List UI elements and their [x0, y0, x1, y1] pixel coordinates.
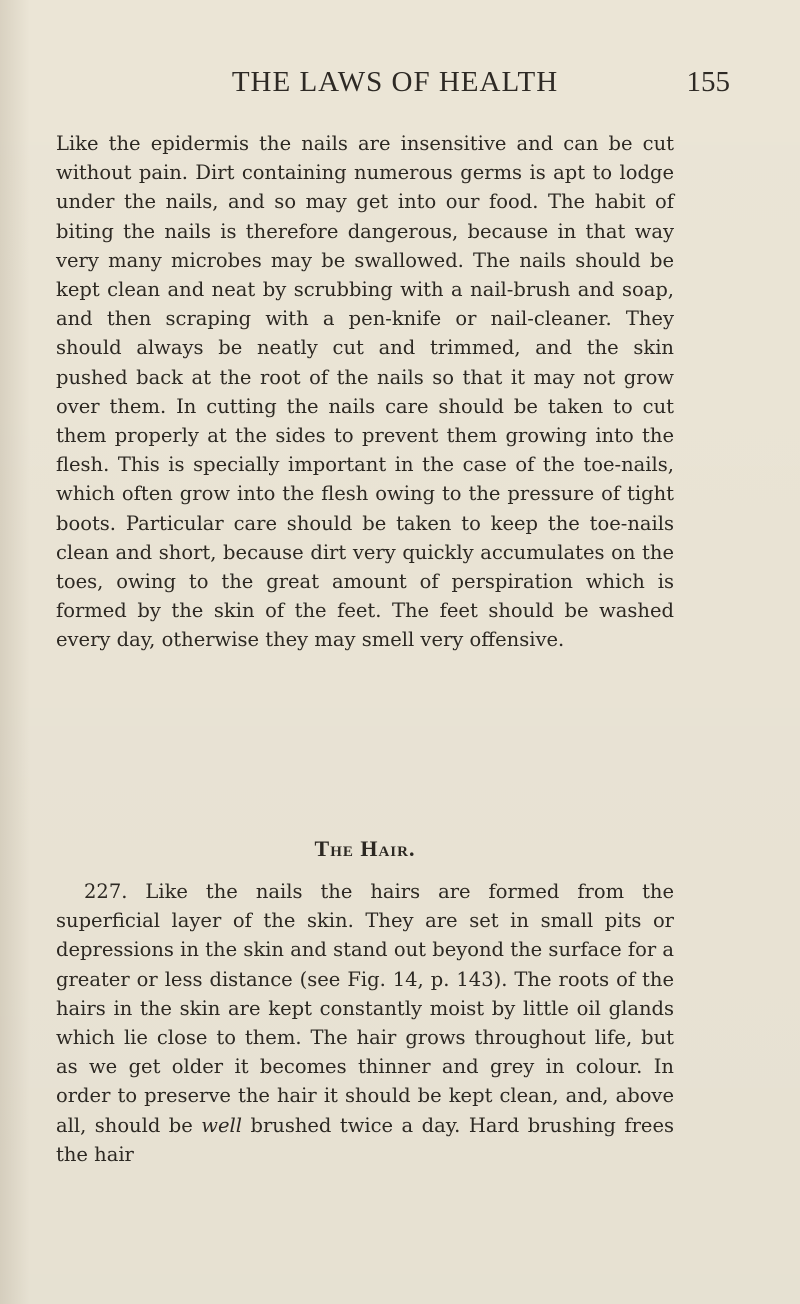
- paragraph-hair-text-start: 227. Like the nails the hairs are formed from the superficial layer of the skin. They are set in small pits or depressions in the skin and stand out beyond the surface for a greater or less distance (see Fig. 14, p. 143). The roots of the hairs in the skin are kept constantly moist by little oil glands which lie close to them. The hair grows throughout life, but as we get older it becomes thinner and grey in colour. In order to preserve the hair it should be kept clean, and, above all, should be: [56, 880, 674, 1137]
- paragraph-hair: [56, 877, 674, 1169]
- paragraph-hair-text-end: brushed twice a day. Hard brushing frees the hair: [56, 1113, 674, 1166]
- page-number: 155: [686, 66, 730, 98]
- paragraph-nails: Like the epidermis the nails are insensitive and can be cut without pain. Dirt containing numerous germs is apt to lodge under the nails, and so may get into our food. The habit of biting the nails is therefore dangerous, because in that way very many microbes may be swallowed. The nails should be kept clean and neat by scrubbing with a nail-brush and soap, and then scraping with a pen-knife or nail-cleaner. They should always be neatly cut and trimmed, and the skin pushed back at the root of the nails so that it may not grow over them. In cutting the nails care should be taken to cut them properly at the sides to prevent them growing into the flesh. This is specially important in the case of the toe-nails, which often grow into the flesh owing to the pressure of tight boots. Particular care should be taken to keep the toe-nails clean and short, because dirt very quickly accumulates on the toes, owing to the great amount of perspiration which is formed by the skin of the feet. The feet should be washed every day, otherwise they may smell very offensive.: [56, 132, 674, 652]
- running-title: THE LAWS OF HEALTH: [231, 66, 559, 98]
- running-head: [40, 66, 750, 106]
- paragraph-hair-emphasis: well: [201, 1113, 242, 1137]
- section-heading-hair: The Hair.: [314, 836, 416, 861]
